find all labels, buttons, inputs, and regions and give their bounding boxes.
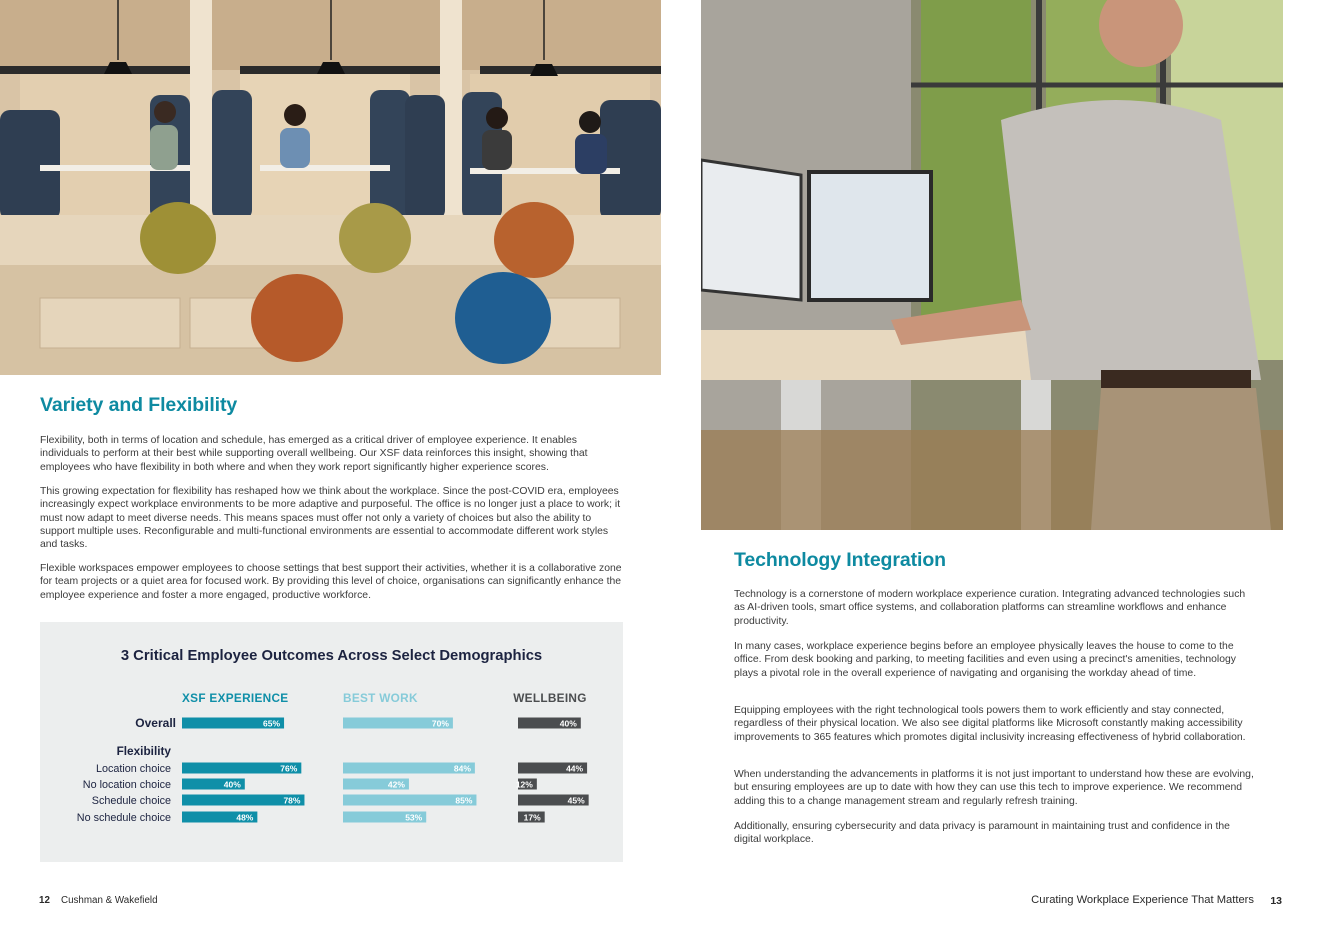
bar-value-label: 76%	[280, 763, 298, 774]
right-paragraph-4: When understanding the advancements in platforms it is not just important to understand how these are evolving, but ensuring employees are up to date with how they can use this tech to improve experience. We recommend adding this to a change management stream and regularly refresh training.	[734, 769, 1254, 807]
bar-value-label: 17%	[523, 812, 541, 823]
row-label-schedule-choice: Schedule choice	[91, 795, 171, 807]
legend-best-work: BEST WORK	[343, 691, 418, 705]
left-paragraph-3: Flexible workspaces empower employees to choose settings that best support their activities, whether it is a collaborative zone for team projects or a quiet area for focused work. By providing this level of choice, organisations can significantly enhance the employee experience and foster a more engaged, productive workforce.	[40, 563, 622, 601]
left-paragraph-1: Flexibility, both in terms of location and schedule, has emerged as a critical driver of employee experience. It enables individuals to perform at their best while supporting overall wellbeing. Our XSF data reinforces this insight, showing that employees who have flexibility in both where and when they work report significantly higher experience scores.	[40, 435, 588, 473]
footer-page-number-right: 13	[1270, 895, 1282, 907]
bar-value-label: 65%	[263, 718, 281, 729]
bar-value-label: 84%	[453, 763, 471, 774]
left-paragraph-2: This growing expectation for flexibility has reshaped how we think about the workplace. Since the post-COVID era, employees increasingly expect workplace environments to be more adaptive and purposeful. The office is no longer just a place to work; it must now adapt to meet diverse needs. This means spaces must offer not only a variety of choices but also the ability to support multiple uses. Reconfigurable and multi-functional environments are essential to accommodate different work styles and tasks.	[40, 486, 621, 551]
section-title-technology: Technology Integration	[734, 549, 946, 571]
bar-value-label: 40%	[559, 718, 577, 729]
row-label-location-choice: Location choice	[95, 763, 171, 775]
right-paragraph-3: Equipping employees with the right technological tools powers them to work efficiently and stay connected, regardless of their physical location. We also see digital platforms like Microsoft constantly making accessibility improvements to 365 features which promotes digital inclusivity increasing effectiveness of hybrid collaboration.	[734, 705, 1246, 743]
bar-value-label: 85%	[455, 795, 473, 806]
footer-page-number-left: 12	[39, 895, 50, 906]
outcomes-bar-chart	[40, 622, 623, 862]
group-label-flexibility: Flexibility	[116, 744, 171, 758]
footer-publication-title: Curating Workplace Experience That Matters	[1031, 894, 1254, 906]
standing-desk-photo	[701, 0, 1283, 530]
chart-title: 3 Critical Employee Outcomes Across Select Demographics	[120, 648, 543, 664]
bar-value-label: 48%	[236, 812, 254, 823]
right-paragraph-2: In many cases, workplace experience begins before an employee physically leaves the house to come to the office. From desk booking and parking, to meeting facilities and even using a precinct's amenities, technology plays a pivotal role in the overall experience of navigating and organising the workday ahead of time.	[734, 641, 1236, 679]
bar-value-label: 12%	[515, 779, 533, 790]
section-title-variety: Variety and Flexibility	[40, 394, 238, 416]
bar-value-label: 70%	[431, 718, 449, 729]
row-label-overall: Overall	[135, 716, 176, 730]
footer-brand: Cushman & Wakefield	[61, 895, 158, 906]
bar-value-label: 40%	[223, 779, 241, 790]
right-paragraph-5: Additionally, ensuring cybersecurity and data privacy is paramount in maintaining trust and confidence in the digital workplace.	[734, 821, 1230, 846]
bar-value-label: 53%	[405, 812, 423, 823]
right-paragraph-1: Technology is a cornerstone of modern workplace experience curation. Integrating advanced technologies such as AI-driven tools, smart office systems, and collaboration platforms can streamline workflows and enhance productivity.	[734, 589, 1246, 627]
office-booths-photo	[0, 0, 661, 375]
bar-value-label: 45%	[567, 795, 585, 806]
bar-value-label: 78%	[283, 795, 301, 806]
bar-value-label: 44%	[566, 763, 584, 774]
outcomes-chart-panel	[40, 622, 623, 862]
row-label-no-schedule-choice: No schedule choice	[76, 812, 171, 824]
legend-wellbeing: WELLBEING	[513, 691, 587, 705]
bar-value-label: 42%	[387, 779, 405, 790]
legend-xsf-experience: XSF EXPERIENCE	[182, 691, 289, 705]
row-label-no-location-choice: No location choice	[82, 779, 171, 791]
